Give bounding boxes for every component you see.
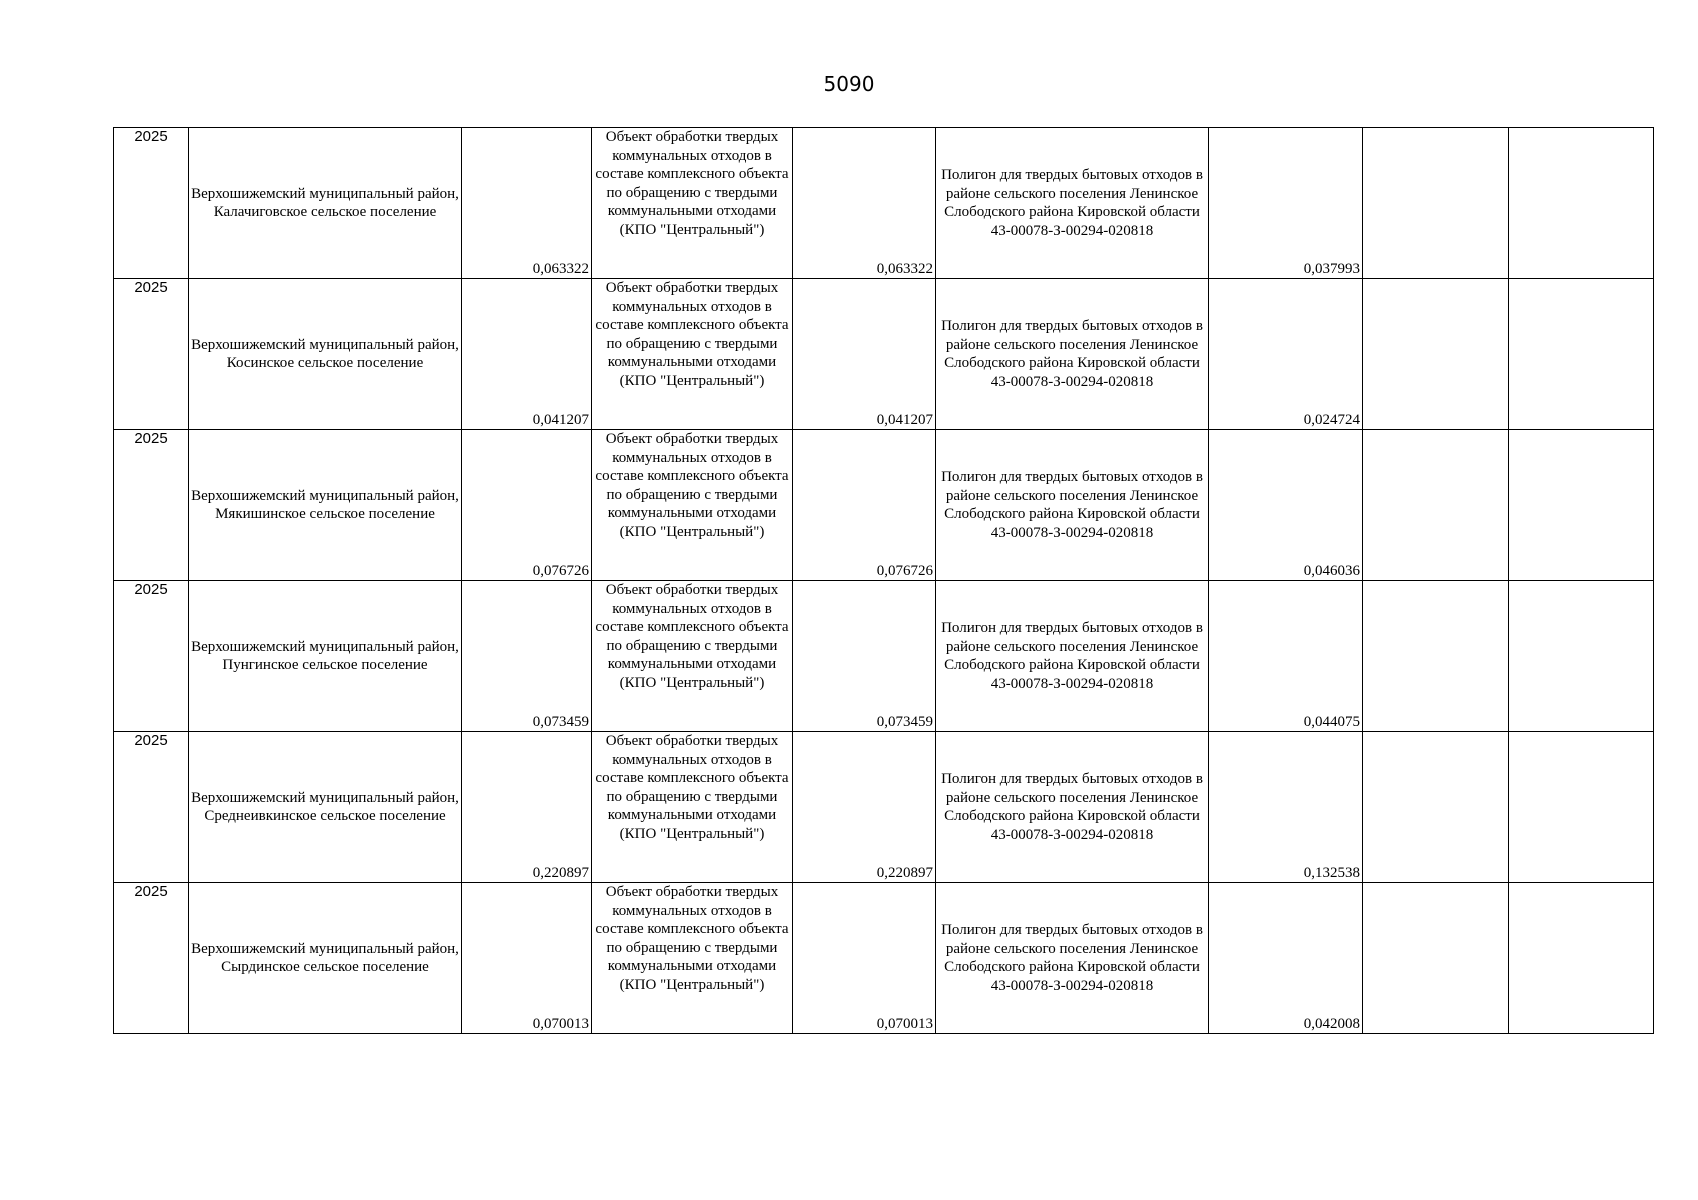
processed-volume-cell: 0,070013	[793, 883, 936, 1034]
empty-cell	[1363, 581, 1509, 732]
district-cell: Верхошижемский муниципальный район, Калачиговское сельское поселение	[189, 128, 462, 279]
processing-facility-cell: Объект обработки твердых коммунальных отходов в составе комплексного объекта по обращению с твердыми коммунальными отходами (КПО "Центральный")	[592, 430, 793, 581]
empty-cell	[1509, 732, 1654, 883]
district-cell: Верхошижемский муниципальный район, Косинское сельское поселение	[189, 279, 462, 430]
district-cell: Верхошижемский муниципальный район, Мякишинское сельское поселение	[189, 430, 462, 581]
empty-cell	[1363, 430, 1509, 581]
landfill-cell: Полигон для твердых бытовых отходов в районе сельского поселения Ленинское Слободского района Кировской области 43-00078-З-00294-020818	[936, 128, 1209, 279]
processing-facility-cell: Объект обработки твердых коммунальных отходов в составе комплексного объекта по обращению с твердыми коммунальными отходами (КПО "Центральный")	[592, 279, 793, 430]
disposed-volume-cell: 0,132538	[1209, 732, 1363, 883]
empty-cell	[1509, 279, 1654, 430]
processed-volume-cell: 0,041207	[793, 279, 936, 430]
landfill-cell: Полигон для твердых бытовых отходов в районе сельского поселения Ленинское Слободского района Кировской области 43-00078-З-00294-020818	[936, 732, 1209, 883]
processed-volume-cell: 0,076726	[793, 430, 936, 581]
processing-facility-cell: Объект обработки твердых коммунальных отходов в составе комплексного объекта по обращению с твердыми коммунальными отходами (КПО "Центральный")	[592, 732, 793, 883]
waste-flow-table	[113, 127, 1654, 1034]
district-cell: Верхошижемский муниципальный район, Среднеивкинское сельское поселение	[189, 732, 462, 883]
year-cell: 2025	[114, 430, 189, 581]
waste-volume-cell: 0,073459	[462, 581, 592, 732]
processing-facility-cell: Объект обработки твердых коммунальных отходов в составе комплексного объекта по обращению с твердыми коммунальными отходами (КПО "Центральный")	[592, 581, 793, 732]
disposed-volume-cell: 0,037993	[1209, 128, 1363, 279]
waste-volume-cell: 0,220897	[462, 732, 592, 883]
district-cell: Верхошижемский муниципальный район, Сырдинское сельское поселение	[189, 883, 462, 1034]
processed-volume-cell: 0,063322	[793, 128, 936, 279]
landfill-cell: Полигон для твердых бытовых отходов в районе сельского поселения Ленинское Слободского района Кировской области 43-00078-З-00294-020818	[936, 430, 1209, 581]
processing-facility-cell: Объект обработки твердых коммунальных отходов в составе комплексного объекта по обращению с твердыми коммунальными отходами (КПО "Центральный")	[592, 128, 793, 279]
processed-volume-cell: 0,220897	[793, 732, 936, 883]
waste-volume-cell: 0,041207	[462, 279, 592, 430]
disposed-volume-cell: 0,044075	[1209, 581, 1363, 732]
landfill-cell: Полигон для твердых бытовых отходов в районе сельского поселения Ленинское Слободского района Кировской области 43-00078-З-00294-020818	[936, 581, 1209, 732]
empty-cell	[1509, 128, 1654, 279]
year-cell: 2025	[114, 581, 189, 732]
district-cell: Верхошижемский муниципальный район, Пунгинское сельское поселение	[189, 581, 462, 732]
waste-volume-cell: 0,076726	[462, 430, 592, 581]
waste-volume-cell: 0,070013	[462, 883, 592, 1034]
empty-cell	[1363, 732, 1509, 883]
disposed-volume-cell: 0,024724	[1209, 279, 1363, 430]
empty-cell	[1509, 430, 1654, 581]
table-row	[114, 732, 1654, 883]
year-cell: 2025	[114, 883, 189, 1034]
table-row	[114, 883, 1654, 1034]
landfill-cell: Полигон для твердых бытовых отходов в районе сельского поселения Ленинское Слободского района Кировской области 43-00078-З-00294-020818	[936, 279, 1209, 430]
disposed-volume-cell: 0,042008	[1209, 883, 1363, 1034]
processed-volume-cell: 0,073459	[793, 581, 936, 732]
empty-cell	[1509, 883, 1654, 1034]
year-cell: 2025	[114, 128, 189, 279]
waste-volume-cell: 0,063322	[462, 128, 592, 279]
disposed-volume-cell: 0,046036	[1209, 430, 1363, 581]
table-row	[114, 430, 1654, 581]
empty-cell	[1363, 279, 1509, 430]
table-row	[114, 279, 1654, 430]
empty-cell	[1363, 883, 1509, 1034]
landfill-cell: Полигон для твердых бытовых отходов в районе сельского поселения Ленинское Слободского района Кировской области 43-00078-З-00294-020818	[936, 883, 1209, 1034]
processing-facility-cell: Объект обработки твердых коммунальных отходов в составе комплексного объекта по обращению с твердыми коммунальными отходами (КПО "Центральный")	[592, 883, 793, 1034]
year-cell: 2025	[114, 279, 189, 430]
empty-cell	[1509, 581, 1654, 732]
table-row	[114, 128, 1654, 279]
page-number: 5090	[823, 72, 875, 96]
year-cell: 2025	[114, 732, 189, 883]
table-row	[114, 581, 1654, 732]
empty-cell	[1363, 128, 1509, 279]
